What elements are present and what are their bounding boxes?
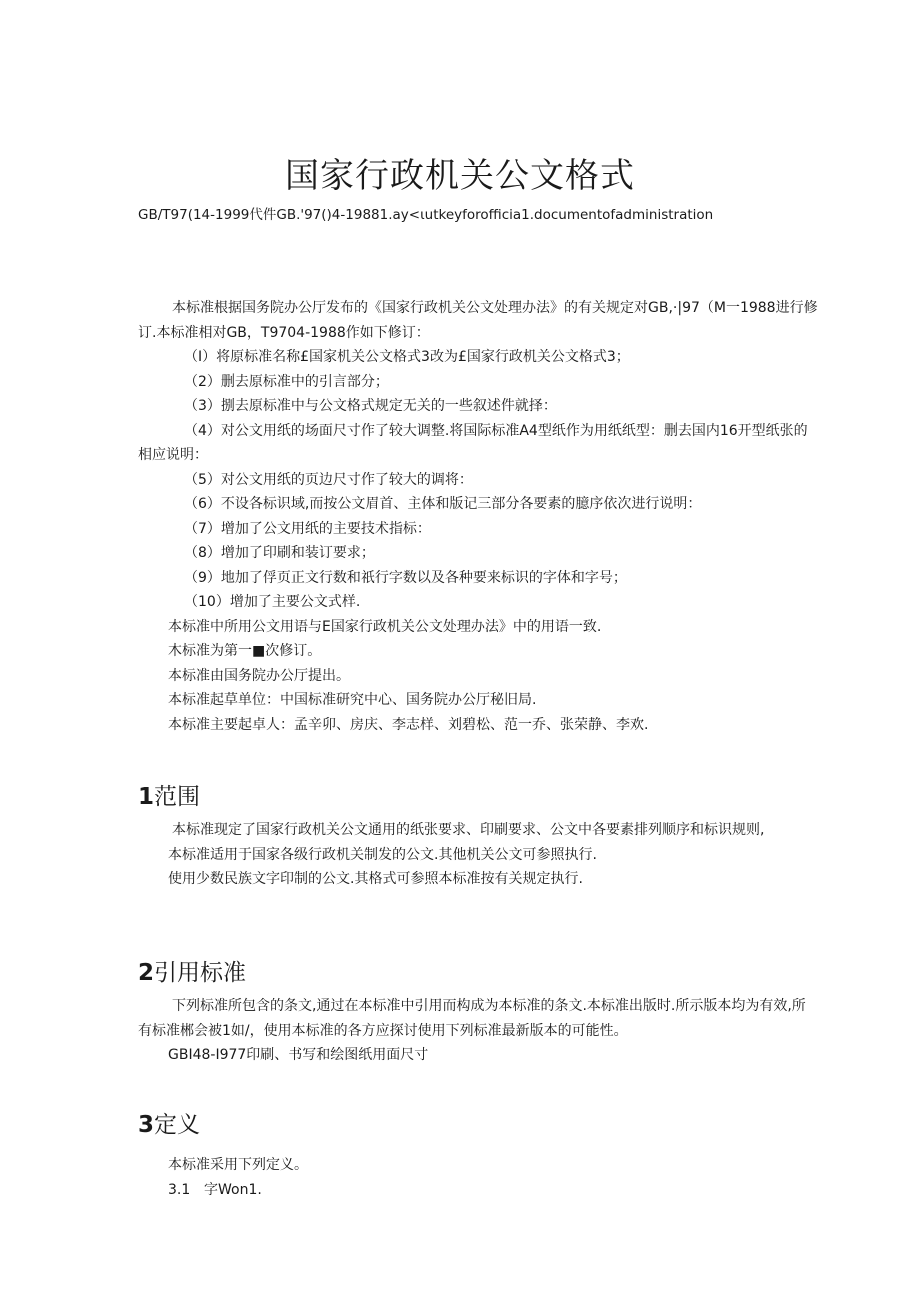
section-title: 引用标准	[154, 960, 247, 986]
revision-item: （7）增加了公文用纸的主要技术指标：	[184, 520, 431, 537]
document-title: 国家行政机关公文格式	[285, 156, 635, 196]
foreword-note: 本标准主要起卓人：孟辛卯、房庆、李志样、刘碧松、范一乔、张荣静、李欢.	[168, 716, 649, 733]
revision-item: （I）将原标准名称£国家机关公文格式3改为£国家行政机关公文格式3；	[184, 349, 630, 365]
section-heading-definitions	[138, 1106, 200, 1139]
section-line: 本标准适用于国家各级行政机关制发的公文.其他机关公文可参照执行.	[168, 846, 597, 863]
section-line: 使用少数民族文字印制的公文.其格式可参照本标准按有关规定执行.	[168, 871, 583, 887]
foreword-note: 木标准为第一■次修订。	[168, 643, 322, 659]
section-number: 3	[138, 1112, 155, 1138]
section-title: 范围	[154, 784, 201, 810]
revision-item: （9）地加了俘页正文行数和祇行字数以及各种要来标识的字体和字号；	[184, 569, 627, 586]
revision-item: （3）捌去原标准中与公文格式规定无关的一些叙述件就择：	[184, 398, 557, 414]
section-heading-references	[138, 954, 246, 987]
revision-item: （5）对公文用纸的页边尺寸作了较大的调将：	[184, 471, 473, 488]
foreword-note: 本标准由国务院办公厅提出。	[168, 667, 350, 684]
section-number: 2	[138, 960, 155, 986]
revision-item: （2）删去原标准中的引言部分；	[184, 373, 389, 390]
definition-item	[138, 1178, 818, 1203]
section-scope-body	[138, 818, 818, 892]
section-heading-scope	[138, 778, 200, 811]
section-line: 本标准采用下列定义。	[168, 1157, 308, 1173]
section-number: 1	[138, 784, 155, 810]
foreword-note: 本标准中所用公文用语与E国家行政机关公文处理办法》中的用语一致.	[168, 618, 602, 635]
foreword-intro: 本标准根据国务院办公厅发布的《国家行政机关公文处理办法》的有关规定对GB,·|97（M一1988进行修订.本标准相对GB，T9704-1988作如下修订：	[138, 300, 818, 341]
foreword	[138, 296, 818, 737]
foreword-note: 本标准起草单位：中国标准研究中心、国务院办公厅秘旧局.	[168, 692, 537, 708]
section-title: 定义	[154, 1112, 201, 1138]
revision-item: （6）不设各标识域,而按公文眉首、主体和版记三部分各要素的臆序依次进行说明：	[184, 496, 702, 512]
revision-item: （4）对公文用纸的场面尺寸作了较大调整.将国际标准A4型纸作为用纸纸型：删去国内16开型纸张的相应说明：	[138, 422, 808, 463]
revision-item: （8）增加了印刷和装订要求；	[184, 545, 375, 561]
definition-text: 字Won1.	[204, 1181, 262, 1198]
section-paragraph: 本标准现定了国家行政机关公文通用的纸张要求、印刷要求、公文中各要素排列顺序和标识规则,	[172, 822, 765, 838]
section-paragraph: 下列标准所包含的条文,通过在本标准中引用而构成为本标准的条文.本标准出版时.所示版本均为有效,所有标准郴会被1如/，使用本标准的各方应探讨使用下列标准最新版本的可能性。	[138, 998, 806, 1039]
section-definitions-body	[138, 1153, 818, 1202]
reference-line: GBI48-I977印刷、书写和绘图纸用面尺寸	[168, 1047, 429, 1063]
section-references-body	[138, 994, 818, 1068]
definition-number: 3.1	[168, 1181, 191, 1198]
revision-item: （10）增加了主要公文式样.	[184, 594, 361, 610]
standard-number-subtitle: GB/T97(14-1999代件GB.'97()4-19881.ay<ιutkeyforofficia1.documentofadministration	[138, 207, 714, 223]
